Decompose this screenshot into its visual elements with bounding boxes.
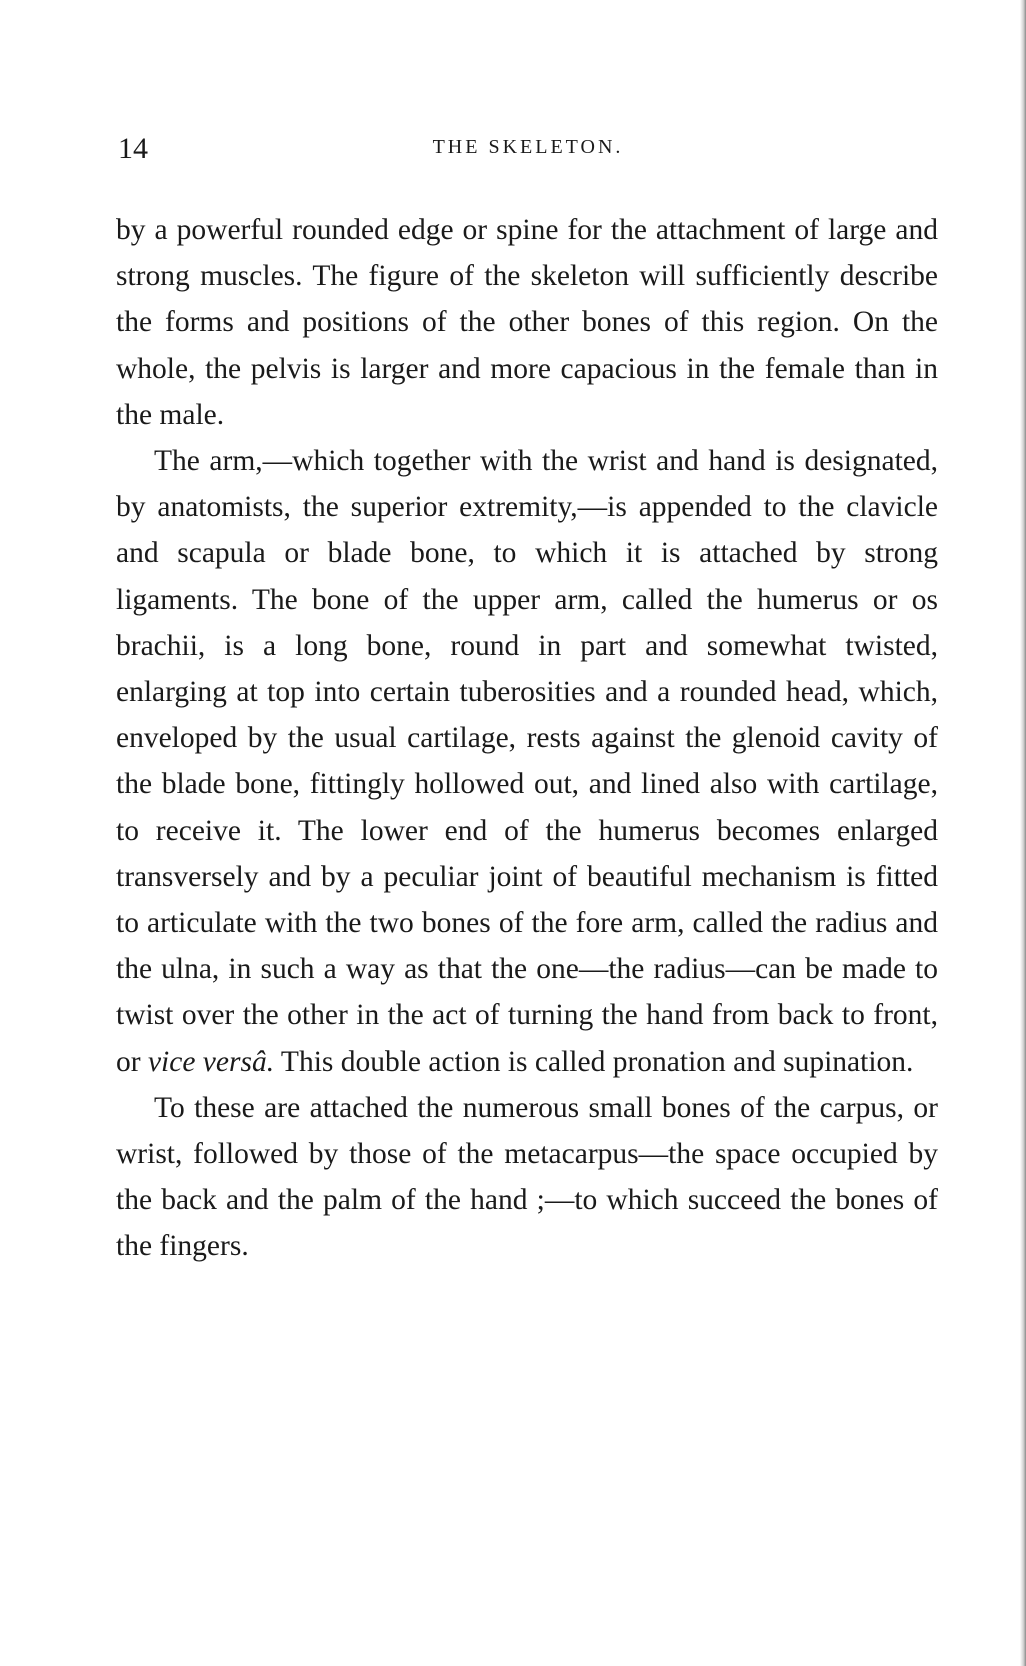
page-header [118,132,938,172]
paragraph-2-text-a: The arm,—which together with the wrist and hand is designated, by anatomists, the superior extremity,—is appended to the clavicle and scapula or blade bone, to which it is attached by strong ligaments. The bone of the upper arm, called the humerus or os brachii, is a long bone, round in part and somewhat twisted, enlarging at top into certain tuberosities and a rounded head, which, enveloped by the usual cartilage, rests against the glenoid cavity of the blade bone, fittingly hollowed out, and lined also with cartilage, to receive it. The lower end of the humerus becomes enlarged transversely and by a peculiar joint of beautiful mechanism is fitted to articulate with the two bones of the fore arm, called the radius and the ulna, in such a way as that the one—the radius—can be made to twist over the other in the act of turning the hand from back to front, or [116,445,938,1078]
paragraph-1: by a powerful rounded edge or spine for the attachment of large and strong muscles. The figure of the skeleton will sufficiently describe the forms and positions of the other bones of this region. On the whole, the pelvis is larger and more capacious in the female than in the male. [116,214,938,431]
paragraph-2-text-b: This double action is called pronation and supination. [274,1045,914,1078]
page-edge-shadow [1020,0,1026,1666]
running-title: THE SKELETON. [432,136,624,158]
paragraph-3: To these are attached the numerous small bones of the carpus, or wrist, followed by those of the metacarpus—the space occupied by the back and the palm of the hand ;—to which succeed the bones of the fingers. [116,1091,938,1263]
page-number: 14 [118,132,148,165]
body-text [116,207,938,1270]
paragraph-2-italic: vice versâ. [147,1045,275,1078]
paragraph-2 [116,438,938,1085]
